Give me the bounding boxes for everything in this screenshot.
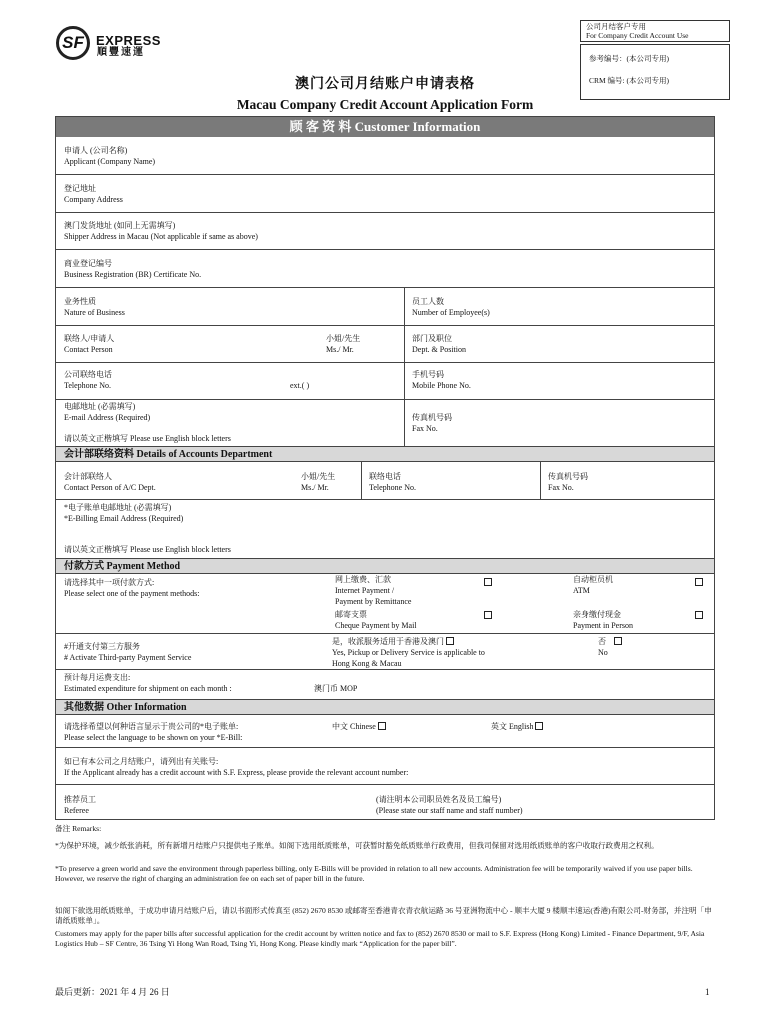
telephone-field[interactable]: 公司联络电话 Telephone No. bbox=[64, 370, 112, 390]
block-letters-note: 请以英文正楷填写 Please use English block letters bbox=[64, 434, 231, 443]
logo-chinese-text: 順豐速運 bbox=[97, 47, 145, 58]
estimate-field[interactable]: 预计每月运费支出: Estimated expenditure for shipment on each month : bbox=[64, 673, 232, 693]
company-address-field[interactable]: 登记地址 Company Address bbox=[64, 184, 123, 204]
person-checkbox[interactable] bbox=[695, 611, 703, 619]
payment-prompt: 请选择其中一项付款方式: Please select one of the payment methods: bbox=[64, 578, 200, 598]
company-use-en: For Company Credit Account Use bbox=[586, 31, 689, 40]
third-party-no-checkbox[interactable] bbox=[614, 637, 622, 645]
third-party-label: #开通支付第三方服务 # Activate Third-party Payment Service bbox=[64, 642, 192, 662]
other-info-header: 其他数据 Other Information bbox=[56, 699, 714, 715]
page-title-cn: 澳门公司月结账户申请表格 bbox=[295, 77, 475, 92]
payment-cheque-option: 邮寄支票 Cheque Payment by Mail bbox=[335, 610, 417, 630]
cheque-checkbox[interactable] bbox=[484, 611, 492, 619]
remarks-label: 备注 Remarks: bbox=[55, 824, 102, 833]
company-use-box bbox=[580, 20, 730, 42]
email-field[interactable]: 电邮地址 (必需填写) E-mail Address (Required) bbox=[64, 402, 151, 422]
nature-of-business-field[interactable]: 业务性质 Nature of Business bbox=[64, 297, 125, 317]
page-title-en: Macau Company Credit Account Application Form bbox=[236, 97, 534, 112]
ebill-language-label: 请选择希望以何种语言显示于贵公司的*电子账单: Please select the language to be shown on your *E-Bill: bbox=[64, 722, 243, 742]
internet-checkbox[interactable] bbox=[484, 578, 492, 586]
language-english-option: 英文 English bbox=[491, 722, 543, 733]
ac-title-field[interactable]: 小姐/先生 Ms./ Mr. bbox=[301, 472, 336, 492]
ebill-email-field[interactable]: *电子账单电邮地址 (必需填写) *E-Billing Email Address (Required) bbox=[64, 503, 184, 523]
existing-account-field[interactable]: 如已有本公司之月结账户，请列出有关账号: If the Applicant already has a credit account with S.F. Express, please provide the relevant account number: bbox=[64, 757, 409, 777]
page-number: 1 bbox=[705, 987, 710, 997]
company-use-cn: 公司月结客户专用 bbox=[586, 22, 646, 31]
br-number-field[interactable]: 商业登记编号 Business Registration (BR) Certificate No. bbox=[64, 259, 202, 279]
atm-checkbox[interactable] bbox=[695, 578, 703, 586]
remarks-p1-cn: *为保护环境，减少纸张消耗，所有新增月结账户只提供电子账单。如阁下选用纸质账单，可获暂时豁免纸质账单行政费用，但我司保留对选用纸质账单的客户收取行政费用之权利。 bbox=[55, 841, 659, 850]
ac-contact-field[interactable]: 会计部联络人 Contact Person of A/C Dept. bbox=[64, 472, 156, 492]
ac-block-letters-note: 请以英文正楷填写 Please use English block letters bbox=[64, 545, 231, 554]
applicant-field[interactable]: 申请人 (公司名称) Applicant (Company Name) bbox=[64, 146, 156, 166]
third-party-yes-checkbox[interactable] bbox=[446, 637, 454, 645]
payment-person-option: 亲身缴付现金 Payment in Person bbox=[573, 610, 633, 630]
logo-express-text: EXPRESS bbox=[96, 33, 161, 48]
last-updated: 最后更新：2021 年 4 月 26 日 bbox=[55, 987, 170, 997]
application-form bbox=[55, 116, 715, 820]
extension-field[interactable]: ext.( ) bbox=[290, 381, 310, 390]
payment-header: 付款方式 Payment Method bbox=[56, 558, 714, 574]
dept-position-field[interactable]: 部门及职位 Dept. & Position bbox=[412, 334, 467, 354]
chinese-checkbox[interactable] bbox=[378, 722, 386, 730]
shipper-address-field[interactable]: 澳门发货地址 (如同上无需填写) Shipper Address in Macau (Not applicable if same as above) bbox=[64, 221, 258, 241]
contact-person-field[interactable]: 联络人/申请人 Contact Person bbox=[64, 334, 115, 354]
remarks-p2-en: Customers may apply for the paper bills after successful application for the credit account by written notice and fax to (852) 2670 8530 or mail to S.F. Express (Hong Kong) Limited - Finance Department, 9/F, Asia Logistics Hub – SF Centre, 36 Tsing Yi Hong Wan Road, Tsing Yi, Hong Kong. Please kindly mark “Application for the paper bill”. bbox=[55, 929, 705, 949]
third-party-yes-option: 是，收派服务适用于香港及澳门 Yes, Pickup or Delivery Service is applicable to Hong Kong & Macau bbox=[332, 637, 485, 668]
fax-field[interactable]: 传真机号码 Fax No. bbox=[412, 413, 452, 433]
payment-internet-option: 网上缴费、汇款 Internet Payment / Payment by Remittance bbox=[335, 575, 412, 606]
remarks-p1-en: *To preserve a green world and save the environment through paperless billing, only E-Bills will be provided in relation to all new accounts. Administration fee will be temporarily waived if you use paper bills. However, we reserve the right of charging an administration fee on each set of paper bill in the future. bbox=[55, 864, 693, 884]
english-checkbox[interactable] bbox=[535, 722, 543, 730]
accounts-header: 会计部联络资料 Details of Accounts Department bbox=[56, 446, 714, 462]
ac-fax-field[interactable]: 传真机号码 Fax No. bbox=[548, 472, 588, 492]
contact-title-field[interactable]: 小姐/先生 Ms./ Mr. bbox=[326, 334, 361, 354]
crm-number-label: CRM 编号: (本公司专用) bbox=[589, 76, 670, 85]
employees-field[interactable]: 员工人数 Number of Employee(s) bbox=[412, 297, 490, 317]
reference-number-label: 参考编号：(本公司专用) bbox=[589, 54, 669, 63]
sf-logo-mark: SF bbox=[56, 26, 90, 60]
referee-note: (请注明本公司职员姓名及员工编号) (Please state our staff name and staff number) bbox=[376, 795, 523, 815]
customer-info-header: 顾 客 资 料 Customer Information bbox=[56, 117, 714, 137]
language-chinese-option: 中文 Chinese bbox=[332, 722, 386, 733]
remarks-p2-cn: 如阁下欲选用纸质账单，于成功申请月结账户后，请以书面形式传真至 (852) 2670 8530 或邮寄至香港青衣青衣航运路 36 号亚洲物流中心 - 顺丰大厦 9 楼顺丰速运(香港)有限公司-财务部，并注明「申请纸质账单」。 bbox=[55, 906, 712, 926]
referee-field[interactable]: 推荐员工 Referee bbox=[64, 795, 96, 815]
currency-label: 澳门币 MOP bbox=[314, 684, 358, 693]
payment-atm-option: 自动柜员机 ATM bbox=[573, 575, 613, 595]
third-party-no-option: 否 No bbox=[598, 637, 622, 659]
mobile-field[interactable]: 手机号码 Mobile Phone No. bbox=[412, 370, 471, 390]
ac-telephone-field[interactable]: 联络电话 Telephone No. bbox=[369, 472, 416, 492]
